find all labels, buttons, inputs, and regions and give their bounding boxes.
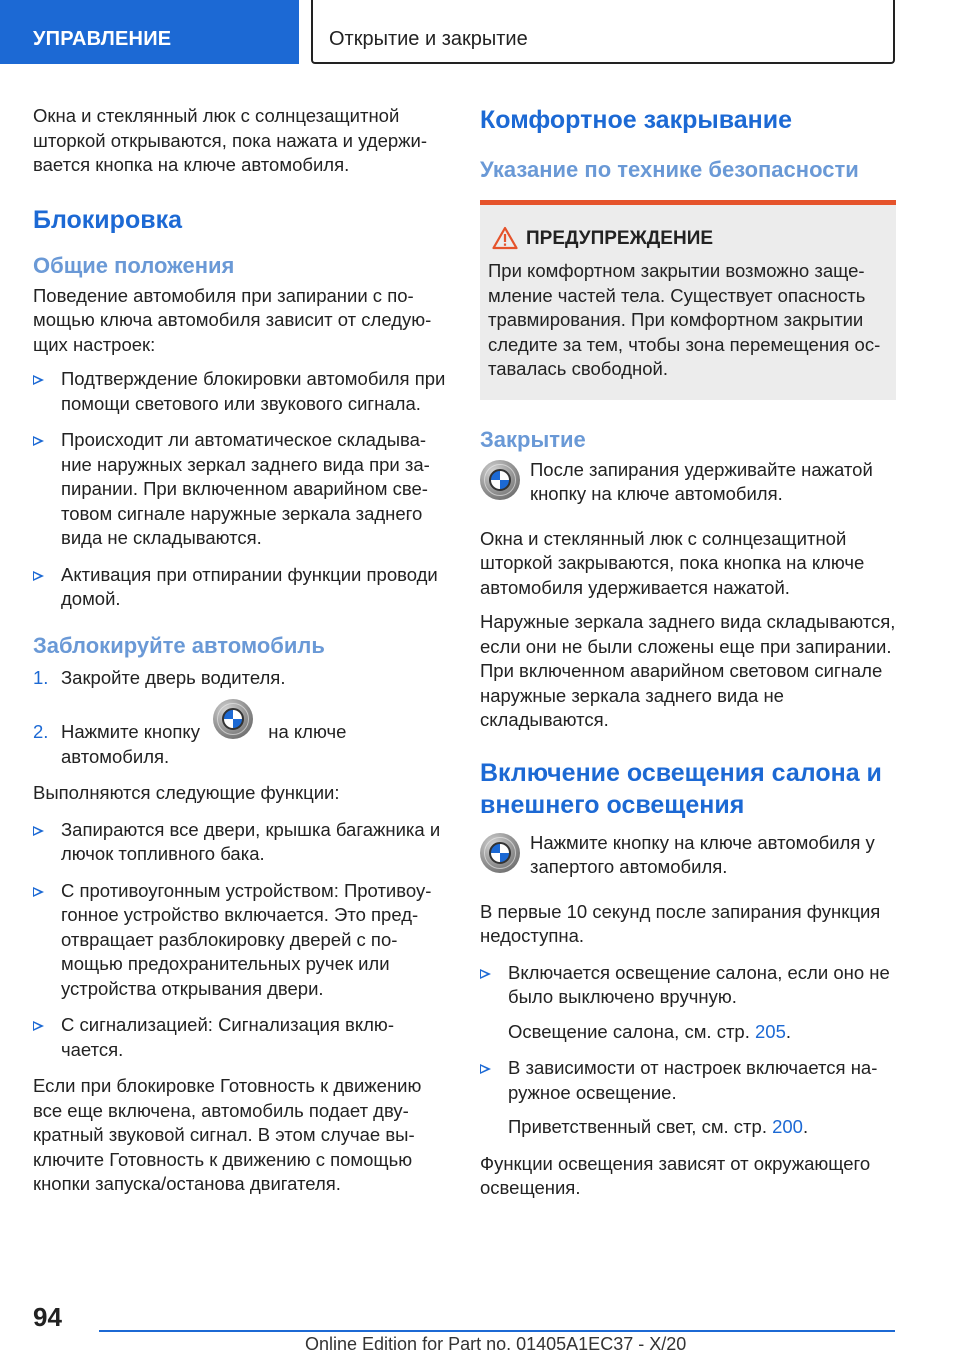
triangle-bullet-icon <box>33 887 44 897</box>
list-item-text: Включается освещение салона, если оно не было выключено вручную. <box>508 961 890 1007</box>
list-item <box>480 961 896 1045</box>
step-number: 2. <box>33 721 49 742</box>
heading-lock: Блокировка <box>33 205 182 234</box>
header-section-tab <box>0 0 299 64</box>
closing-paragraph: Если при блокировке Готовность к движению все еще включена, автомобиль подает двукратный звуковой сигнал. В этом случае выключите Готовность к движению с помощью кнопки запуска/останова двигателя. <box>33 1075 422 1194</box>
close-instruction <box>480 458 896 507</box>
heading-lock-car: Заблокируйте автомобиль <box>33 632 325 658</box>
list-item-text: С противоугонным устройством: Противоугонное устройство включается. Это предотвращает разблокировку дверей с помощью предохранительных ручек или устройства открывания двери. <box>61 879 432 999</box>
step-text: Закройте дверь водителя. <box>61 666 286 688</box>
heading-safety: Указание по технике безопасности <box>480 157 859 182</box>
triangle-bullet-icon <box>33 571 44 581</box>
step-text-continued: на ключе автомобиля. <box>61 721 347 767</box>
light-paragraph-1: В первые 10 секунд после запирания функция недоступна. <box>480 900 881 946</box>
page-link[interactable]: 205 <box>755 1020 786 1042</box>
list-item-text: В зависимости от настроек включается наружное освещение. <box>508 1057 878 1103</box>
general-paragraph: Поведение автомобиля при запирании с помощью ключа автомобиля зависит от следующих настроек: <box>33 284 432 355</box>
warning-title: ПРЕДУПРЕЖДЕНИЕ <box>488 225 888 253</box>
heading-lighting: Включение освещения салона и внешнего освещения <box>480 758 882 819</box>
triangle-bullet-icon <box>480 1064 491 1074</box>
footer-edition: Online Edition for Part no. 01405A1EC37 - X/20 <box>305 1334 687 1354</box>
page-link[interactable]: 200 <box>772 1116 803 1137</box>
bmw-key-button-icon <box>480 460 520 500</box>
right-column <box>480 104 896 1211</box>
list-item-text: Подтверждение блокировки автомобиля при помощи светового или звукового сигнала. <box>61 368 446 414</box>
triangle-bullet-icon <box>33 826 44 836</box>
functions-intro: Выполняются следующие функции: <box>33 782 340 803</box>
chapter-title: Открытие и закрытие <box>329 28 528 50</box>
light-instruction <box>480 831 896 880</box>
functions-list <box>33 818 449 1063</box>
triangle-bullet-icon <box>33 1021 44 1031</box>
warning-box <box>480 200 896 400</box>
close-instruction-text: После запирания удерживайте нажатой кнопку на ключе автомобиля. <box>530 458 873 504</box>
light-list <box>480 961 896 1140</box>
step-item <box>33 702 449 769</box>
list-item-text: Происходит ли автоматическое складывание наружных зеркал заднего вида при запирании. При включенном аварийном световом сигнале наружные зеркала заднего вида не складываются. <box>61 429 430 548</box>
bmw-key-button-icon <box>213 699 253 739</box>
triangle-bullet-icon <box>480 969 491 979</box>
list-item-text: С сигнализацией: Сигнализация включается. <box>61 1014 394 1060</box>
list-item <box>33 818 449 867</box>
general-list <box>33 367 449 612</box>
close-paragraph-1: Окна и стеклянный люк с солнцезащитной шторкой закрываются, пока кнопка на ключе автомобиля удерживается нажатой. <box>480 527 865 598</box>
steps-list <box>33 666 449 770</box>
heading-general: Общие положения <box>33 252 235 278</box>
list-item <box>480 1056 896 1140</box>
light-closing: Функции освещения зависят от окружающего освещения. <box>480 1152 871 1198</box>
list-item-text: Активация при отпирании функции проводи домой. <box>61 563 438 609</box>
footer-divider <box>99 1330 895 1332</box>
cross-reference: Освещение салона, см. стр. 205. <box>508 1020 792 1042</box>
section-title: УПРАВЛЕНИЕ <box>33 28 172 50</box>
left-column <box>33 104 449 1207</box>
warning-triangle-icon <box>492 226 518 250</box>
list-item <box>33 367 449 416</box>
intro-paragraph: Окна и стеклянный люк с солнцезащитной шторкой открываются, пока нажата и удерживается кнопка на ключе автомобиля. <box>33 105 428 175</box>
header-chapter-box <box>311 0 895 64</box>
triangle-bullet-icon <box>33 375 44 385</box>
step-text: Нажмите кнопку <box>61 721 200 742</box>
list-item <box>33 1013 449 1062</box>
bmw-key-button-icon <box>480 833 520 873</box>
step-number: 1. <box>33 666 49 688</box>
list-item <box>33 428 449 551</box>
heading-closing: Закрытие <box>480 426 586 452</box>
triangle-bullet-icon <box>33 436 44 446</box>
heading-comfort-close: Комфортное закрывание <box>480 106 793 134</box>
page-number: 94 <box>33 1302 62 1332</box>
list-item <box>33 563 449 612</box>
list-item-text: Запираются все двери, крышка багажника и лючок топливного бака. <box>61 818 441 864</box>
step-item <box>33 666 449 691</box>
light-instruction-text: Нажмите кнопку на ключе автомобиля у запертого автомобиля. <box>530 831 875 877</box>
warning-text: При комфортном закрытии возможно защемление частей тела. Существует опасность травмирования. При комфортном закрытии следите за тем, чтобы зона перемещения оставалась свободной. <box>488 260 881 379</box>
cross-reference: Приветственный свет, см. стр. 200. <box>508 1116 809 1137</box>
list-item <box>33 879 449 1002</box>
close-paragraph-2: Наружные зеркала заднего вида складываются, если они не были сложены еще при запирании. При включенном аварийном световом сигнале наружные зеркала заднего вида не складываются. <box>480 611 896 730</box>
